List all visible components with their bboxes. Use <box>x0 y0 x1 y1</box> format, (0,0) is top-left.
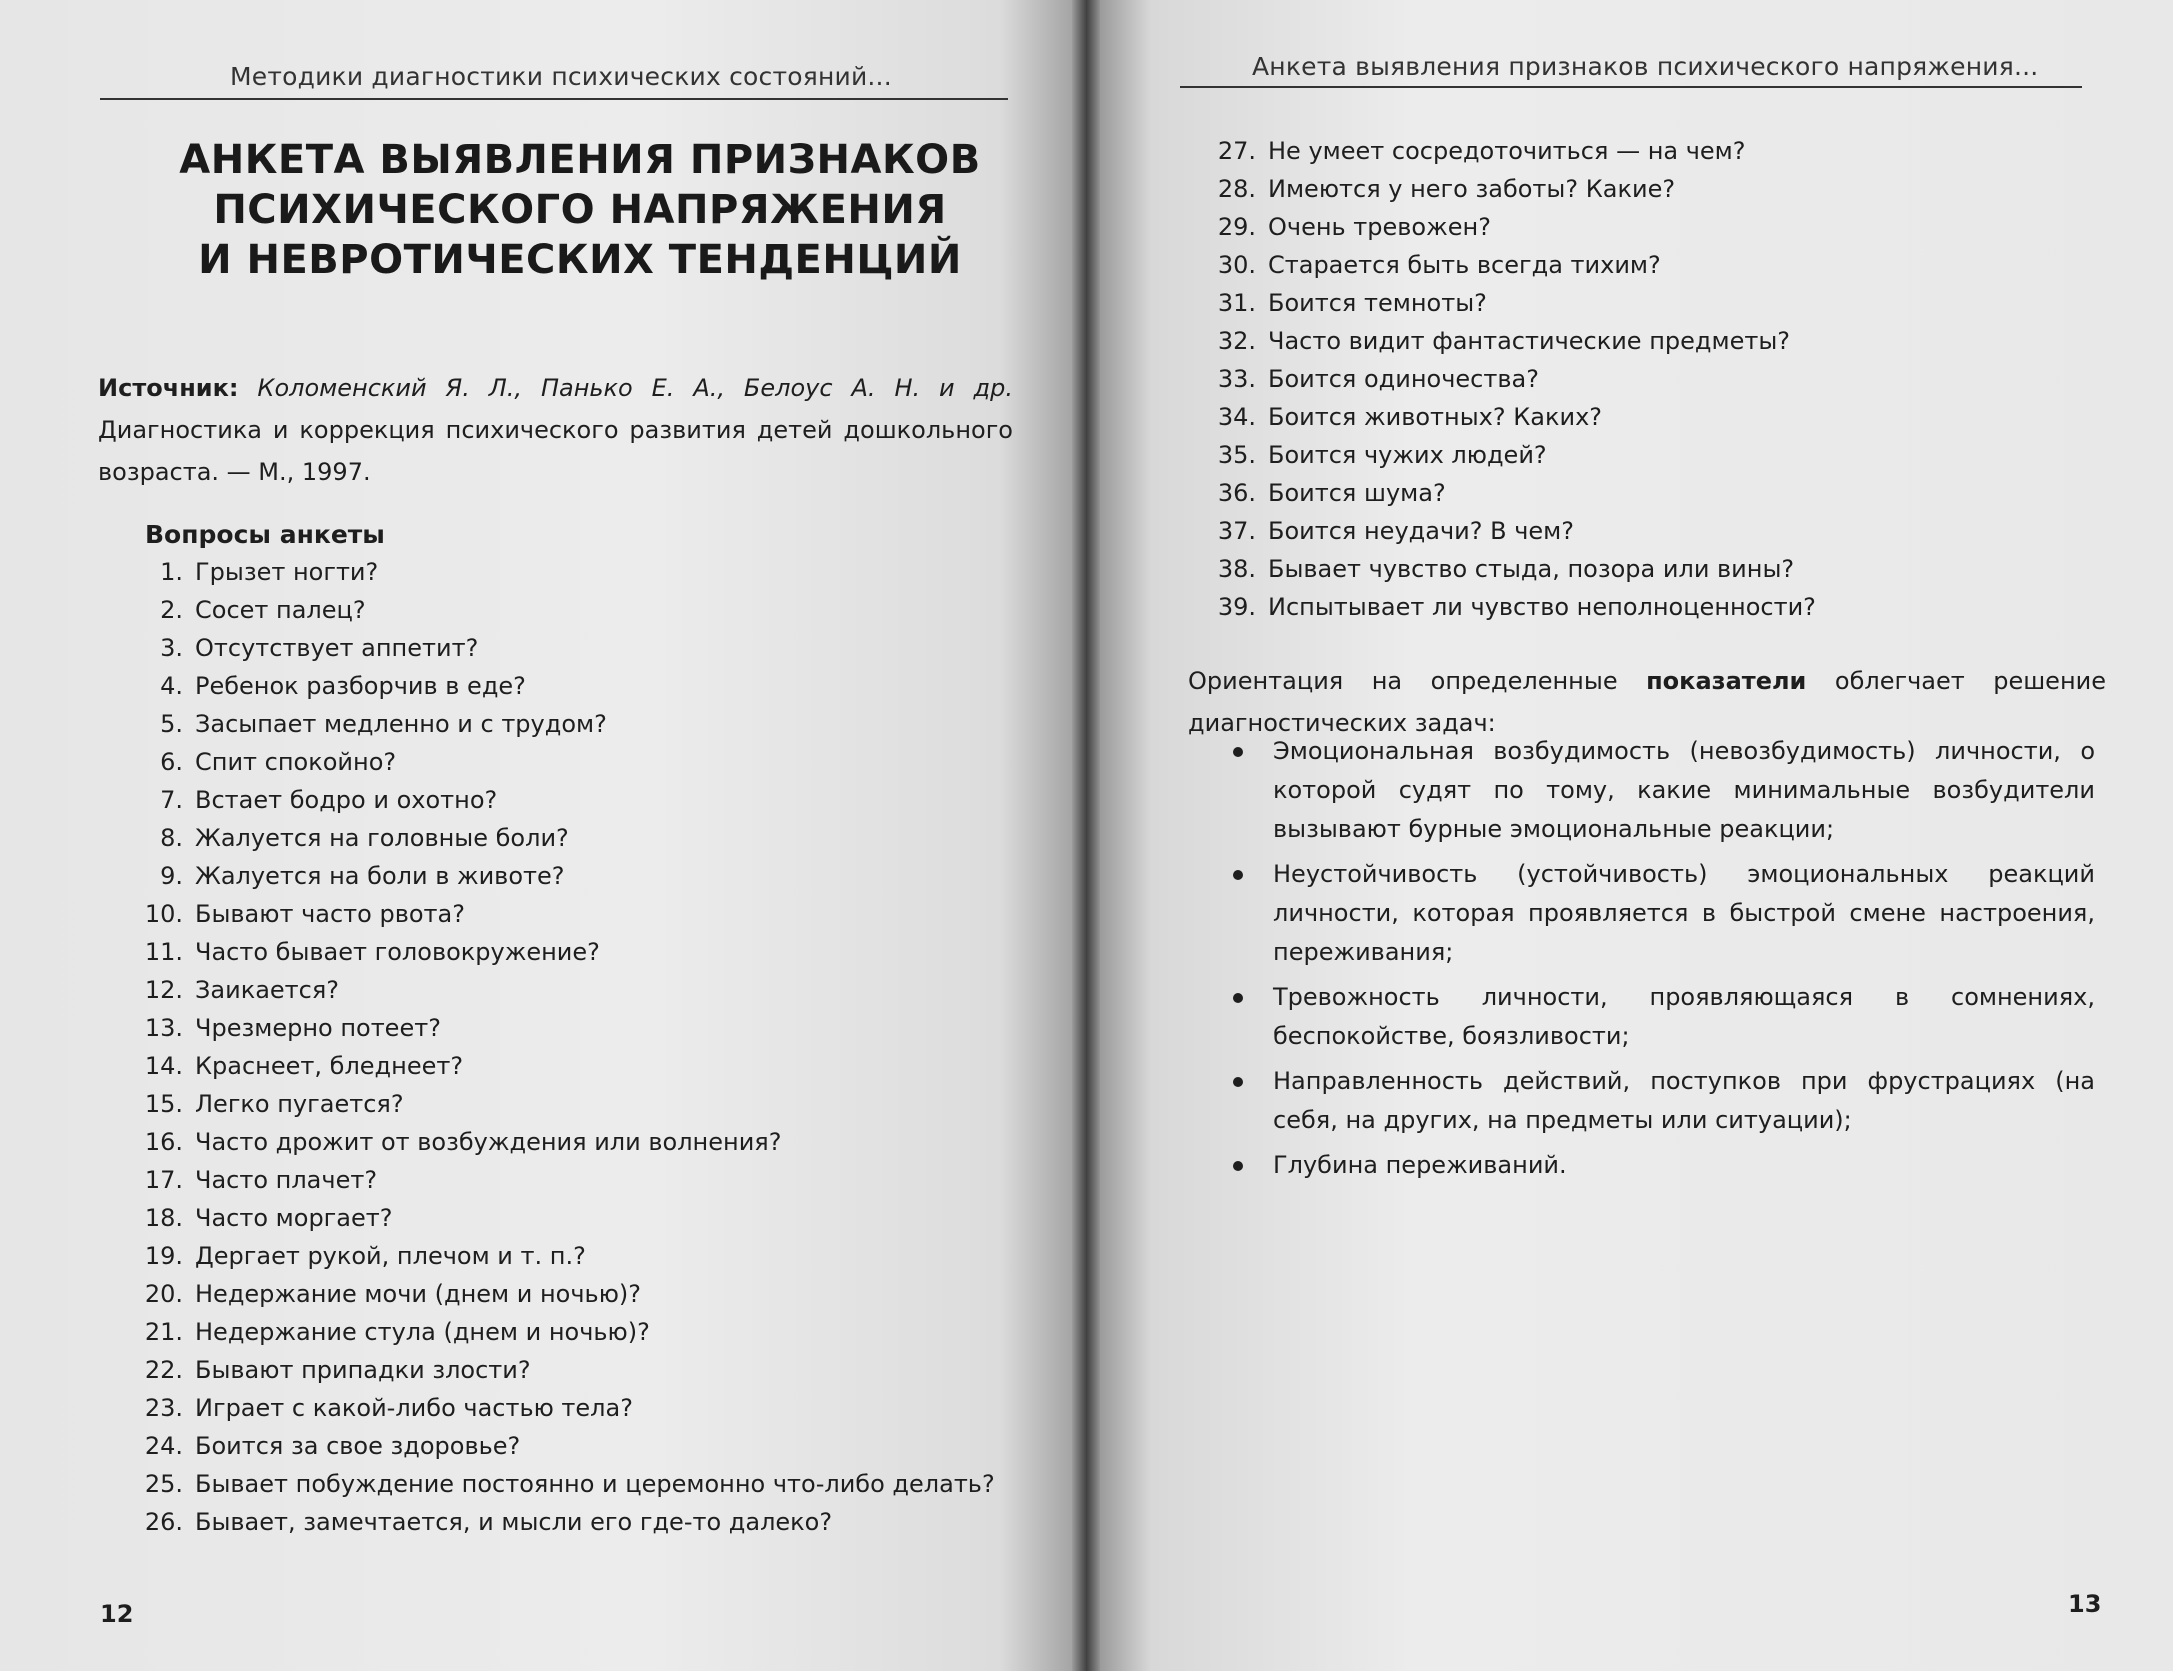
question-number: 7. <box>160 786 183 814</box>
right-header-rule <box>1180 86 2082 88</box>
question-text: Боится чужих людей? <box>1268 441 1547 469</box>
question-text: Боится за свое здоровье? <box>195 1432 521 1460</box>
question-number: 11. <box>144 938 183 966</box>
indicator-text: Неустойчивость (устойчивость) эмоциональных реакций личности, которая проявляется в быстрой смене настроения, переживания; <box>1273 860 2095 966</box>
question-number: 31. <box>1217 289 1256 317</box>
question-text: Дергает рукой, плечом и т. п.? <box>195 1242 586 1270</box>
question-number: 9. <box>160 862 183 890</box>
question-number: 32. <box>1217 327 1256 355</box>
question-number: 35. <box>1217 441 1256 469</box>
question-text: Краснеет, бледнеет? <box>195 1052 464 1080</box>
question-text: Часто плачет? <box>195 1166 378 1194</box>
indicator-text: Тревожность личности, проявляющаяся в сомнениях, беспокойстве, боязливости; <box>1273 983 2095 1050</box>
page-number-right: 13 <box>2068 1590 2102 1618</box>
question-text: Часто дрожит от возбуждения или волнения? <box>195 1128 782 1156</box>
questions-list-right <box>1208 132 2088 626</box>
question-text: Боится темноты? <box>1268 289 1487 317</box>
question-text: Не умеет сосредоточиться — на чем? <box>1268 137 1746 165</box>
question-number: 3. <box>160 634 183 662</box>
book-spine <box>1072 0 1100 1671</box>
question-item <box>143 781 1043 819</box>
question-number: 33. <box>1217 365 1256 393</box>
question-text: Засыпает медленно и с трудом? <box>195 710 607 738</box>
question-item <box>143 1351 1043 1389</box>
question-item <box>143 667 1043 705</box>
question-number: 10. <box>144 900 183 928</box>
question-text: Жалуется на головные боли? <box>195 824 569 852</box>
page-number-left: 12 <box>100 1600 134 1628</box>
question-item <box>143 1465 1043 1503</box>
title-line-3: И НЕВРОТИЧЕСКИХ ТЕНДЕНЦИЙ <box>198 237 962 283</box>
question-text: Легко пугается? <box>195 1090 404 1118</box>
question-text: Имеются у него заботы? Какие? <box>1268 175 1676 203</box>
question-number: 18. <box>144 1204 183 1232</box>
bullet-dot-icon <box>1233 993 1243 1003</box>
question-item <box>1208 208 2088 246</box>
question-text: Боится неудачи? В чем? <box>1268 517 1574 545</box>
question-item <box>143 1313 1043 1351</box>
title-line-1: АНКЕТА ВЫЯВЛЕНИЯ ПРИЗНАКОВ <box>179 137 981 183</box>
question-item <box>143 591 1043 629</box>
left-header-rule <box>100 98 1008 100</box>
question-item <box>1208 512 2088 550</box>
question-number: 24. <box>144 1432 183 1460</box>
question-number: 17. <box>144 1166 183 1194</box>
question-item <box>143 1009 1043 1047</box>
question-number: 4. <box>160 672 183 700</box>
orientation-bold-term: показатели <box>1646 667 1807 695</box>
left-running-head: Методики диагностики психических состояний... <box>230 62 892 91</box>
question-number: 6. <box>160 748 183 776</box>
question-item <box>1208 474 2088 512</box>
question-item <box>143 1161 1043 1199</box>
question-number: 23. <box>144 1394 183 1422</box>
question-number: 30. <box>1217 251 1256 279</box>
question-number: 1. <box>160 558 183 586</box>
question-text: Отсутствует аппетит? <box>195 634 479 662</box>
question-number: 36. <box>1217 479 1256 507</box>
question-text: Очень тревожен? <box>1268 213 1491 241</box>
question-text: Старается быть всегда тихим? <box>1268 251 1661 279</box>
question-number: 13. <box>144 1014 183 1042</box>
question-number: 20. <box>144 1280 183 1308</box>
question-item <box>1208 170 2088 208</box>
question-item <box>143 1085 1043 1123</box>
question-text: Грызет ногти? <box>195 558 379 586</box>
question-text: Боится шума? <box>1268 479 1446 507</box>
source-citation <box>98 367 1013 493</box>
orientation-text-end: облегчает решение диагностических задач: <box>1188 667 2106 737</box>
question-number: 27. <box>1217 137 1256 165</box>
question-text: Часто видит фантастические предметы? <box>1268 327 1791 355</box>
question-item <box>143 933 1043 971</box>
question-text: Бывает, замечтается, и мысли его где-то далеко? <box>195 1508 833 1536</box>
question-text: Бывают припадки злости? <box>195 1356 531 1384</box>
question-text: Часто бывает головокружение? <box>195 938 600 966</box>
question-number: 29. <box>1217 213 1256 241</box>
question-number: 34. <box>1217 403 1256 431</box>
question-text: Сосет палец? <box>195 596 366 624</box>
question-text: Бывает чувство стыда, позора или вины? <box>1268 555 1795 583</box>
indicator-bullet-item <box>1225 978 2095 1056</box>
question-number: 38. <box>1217 555 1256 583</box>
source-authors: Коломенский Я. Л., Панько Е. А., Белоус А. Н. и др. <box>257 374 1013 402</box>
bullet-dot-icon <box>1233 870 1243 880</box>
source-title: Диагностика и коррекция психического развития детей дошкольного возраста. — М., 1997. <box>98 416 1013 486</box>
question-text: Недержание мочи (днем и ночью)? <box>195 1280 641 1308</box>
document-title <box>130 135 1030 285</box>
title-line-2: ПСИХИЧЕСКОГО НАПРЯЖЕНИЯ <box>213 187 947 233</box>
question-item <box>143 629 1043 667</box>
question-item <box>143 705 1043 743</box>
question-text: Играет с какой-либо частью тела? <box>195 1394 633 1422</box>
question-item <box>143 1237 1043 1275</box>
question-item <box>143 895 1043 933</box>
question-item <box>143 857 1043 895</box>
question-number: 22. <box>144 1356 183 1384</box>
question-number: 8. <box>160 824 183 852</box>
question-item <box>1208 246 2088 284</box>
question-item <box>1208 360 2088 398</box>
question-number: 16. <box>144 1128 183 1156</box>
question-item <box>143 553 1043 591</box>
question-text: Недержание стула (днем и ночью)? <box>195 1318 650 1346</box>
question-item <box>1208 132 2088 170</box>
indicator-text: Глубина переживаний. <box>1273 1151 1567 1179</box>
question-text: Часто моргает? <box>195 1204 393 1232</box>
question-item <box>143 1275 1043 1313</box>
question-number: 37. <box>1217 517 1256 545</box>
indicator-bullet-item <box>1225 855 2095 972</box>
indicator-text: Направленность действий, поступков при фрустрациях (на себя, на других, на предметы или ситуации); <box>1273 1067 2095 1134</box>
question-text: Боится животных? Каких? <box>1268 403 1603 431</box>
bullet-dot-icon <box>1233 1161 1243 1171</box>
question-item <box>1208 436 2088 474</box>
question-item <box>1208 550 2088 588</box>
question-text: Ребенок разборчив в еде? <box>195 672 526 700</box>
bullet-dot-icon <box>1233 747 1243 757</box>
question-text: Жалуется на боли в животе? <box>195 862 565 890</box>
question-text: Чрезмерно потеет? <box>195 1014 441 1042</box>
question-text: Испытывает ли чувство неполноценности? <box>1268 593 1816 621</box>
right-running-head: Анкета выявления признаков психического напряжения... <box>1252 52 2039 81</box>
question-item <box>143 819 1043 857</box>
indicator-text: Эмоциональная возбудимость (невозбудимость) личности, о которой судят по тому, какие минимальные возбудители вызывают бурные эмоциональные реакции; <box>1273 737 2095 843</box>
question-item <box>1208 398 2088 436</box>
questions-list-left <box>143 553 1043 1541</box>
indicator-bullet-item <box>1225 1146 2095 1185</box>
indicators-bullet-list <box>1225 732 2095 1191</box>
question-item <box>143 1123 1043 1161</box>
question-item <box>143 1427 1043 1465</box>
question-number: 12. <box>144 976 183 1004</box>
question-item <box>143 1199 1043 1237</box>
source-label: Источник: <box>98 374 239 402</box>
question-number: 28. <box>1217 175 1256 203</box>
question-item <box>1208 588 2088 626</box>
question-number: 19. <box>144 1242 183 1270</box>
question-text: Спит спокойно? <box>195 748 397 776</box>
question-item <box>1208 284 2088 322</box>
indicator-bullet-item <box>1225 732 2095 849</box>
question-number: 15. <box>144 1090 183 1118</box>
question-number: 25. <box>144 1470 183 1498</box>
question-text: Встает бодро и охотно? <box>195 786 498 814</box>
question-text: Бывают часто рвота? <box>195 900 465 928</box>
question-item <box>143 1503 1043 1541</box>
question-item <box>143 1047 1043 1085</box>
question-text: Боится одиночества? <box>1268 365 1539 393</box>
indicator-bullet-item <box>1225 1062 2095 1140</box>
question-number: 2. <box>160 596 183 624</box>
orientation-text-start: Ориентация на определенные <box>1188 667 1647 695</box>
bullet-dot-icon <box>1233 1077 1243 1087</box>
questions-heading: Вопросы анкеты <box>145 520 385 549</box>
question-number: 14. <box>144 1052 183 1080</box>
question-item <box>143 1389 1043 1427</box>
question-item <box>143 743 1043 781</box>
question-number: 26. <box>144 1508 183 1536</box>
question-number: 21. <box>144 1318 183 1346</box>
question-text: Бывает побуждение постоянно и церемонно что-либо делать? <box>195 1470 995 1498</box>
question-number: 5. <box>160 710 183 738</box>
question-item <box>1208 322 2088 360</box>
question-item <box>143 971 1043 1009</box>
question-number: 39. <box>1217 593 1256 621</box>
question-text: Заикается? <box>195 976 340 1004</box>
